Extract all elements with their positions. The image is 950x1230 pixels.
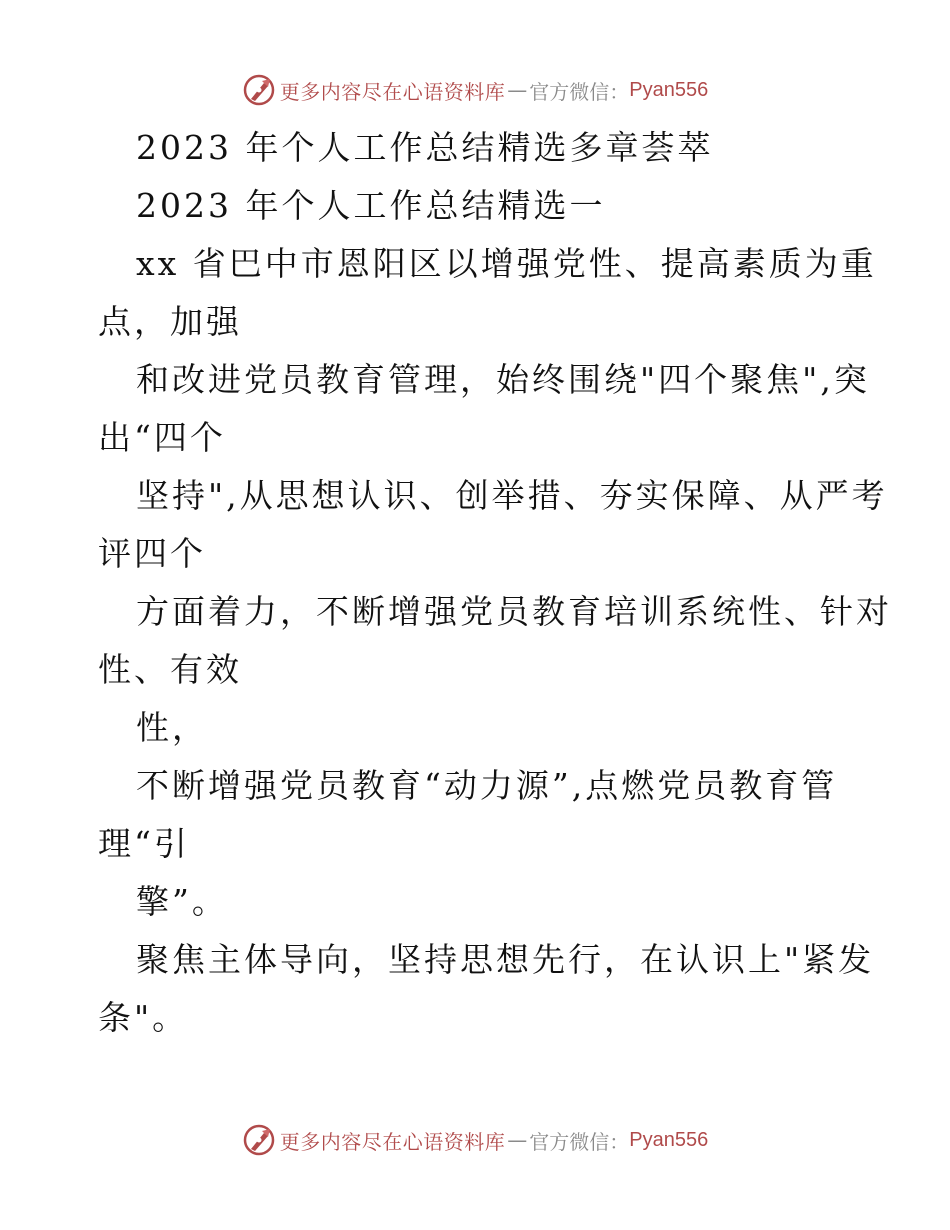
watermark-text: 更多内容尽在心语资料库 (279, 1129, 506, 1154)
paragraph-line: 不断增强党员教育“动力源”,点燃党员教育管 (136, 766, 838, 805)
watermark-separator: — (507, 1128, 528, 1152)
watermark-separator: — (507, 78, 528, 102)
section-heading: 2023 年个人工作总结精选一 (136, 186, 606, 225)
watermark-label: 官方微信： (529, 1129, 630, 1154)
paragraph-line: 方面着力，不断增强党员教育培训系统性、针对 (136, 592, 892, 631)
footer-watermark (0, 1120, 950, 1160)
paragraph-line: 性、有效 (98, 650, 242, 689)
paragraph-line: 出“四个 (98, 418, 226, 457)
quill-pen-logo-icon (242, 1123, 276, 1157)
watermark-wechat-id: Pyan556 (629, 78, 709, 101)
watermark-text: 更多内容尽在心语资料库 (279, 79, 506, 104)
header-watermark (0, 70, 950, 110)
paragraph-line: 坚持",从思想认识、创举措、夯实保障、从严考 (136, 476, 888, 515)
paragraph-line: 点，加强 (98, 302, 242, 341)
watermark-label: 官方微信： (529, 79, 630, 104)
paragraph-line: xx 省巴中市恩阳区以增强党性、提高素质为重 (136, 244, 877, 283)
paragraph-line: 性， (136, 708, 208, 747)
paragraph-line: 评四个 (98, 534, 206, 573)
paragraph-line: 擎”。 (136, 882, 228, 921)
document-title: 2023 年个人工作总结精选多章荟萃 (136, 128, 714, 167)
paragraph-line: 理“引 (98, 824, 190, 863)
paragraph-line: 和改进党员教育管理，始终围绕"四个聚焦",突 (136, 360, 870, 399)
paragraph-line: 条"。 (98, 998, 189, 1037)
watermark-wechat-id: Pyan556 (629, 1128, 709, 1151)
paragraph-line: 聚焦主体导向，坚持思想先行，在认识上"紧发 (136, 940, 875, 979)
quill-pen-logo-icon (242, 73, 276, 107)
